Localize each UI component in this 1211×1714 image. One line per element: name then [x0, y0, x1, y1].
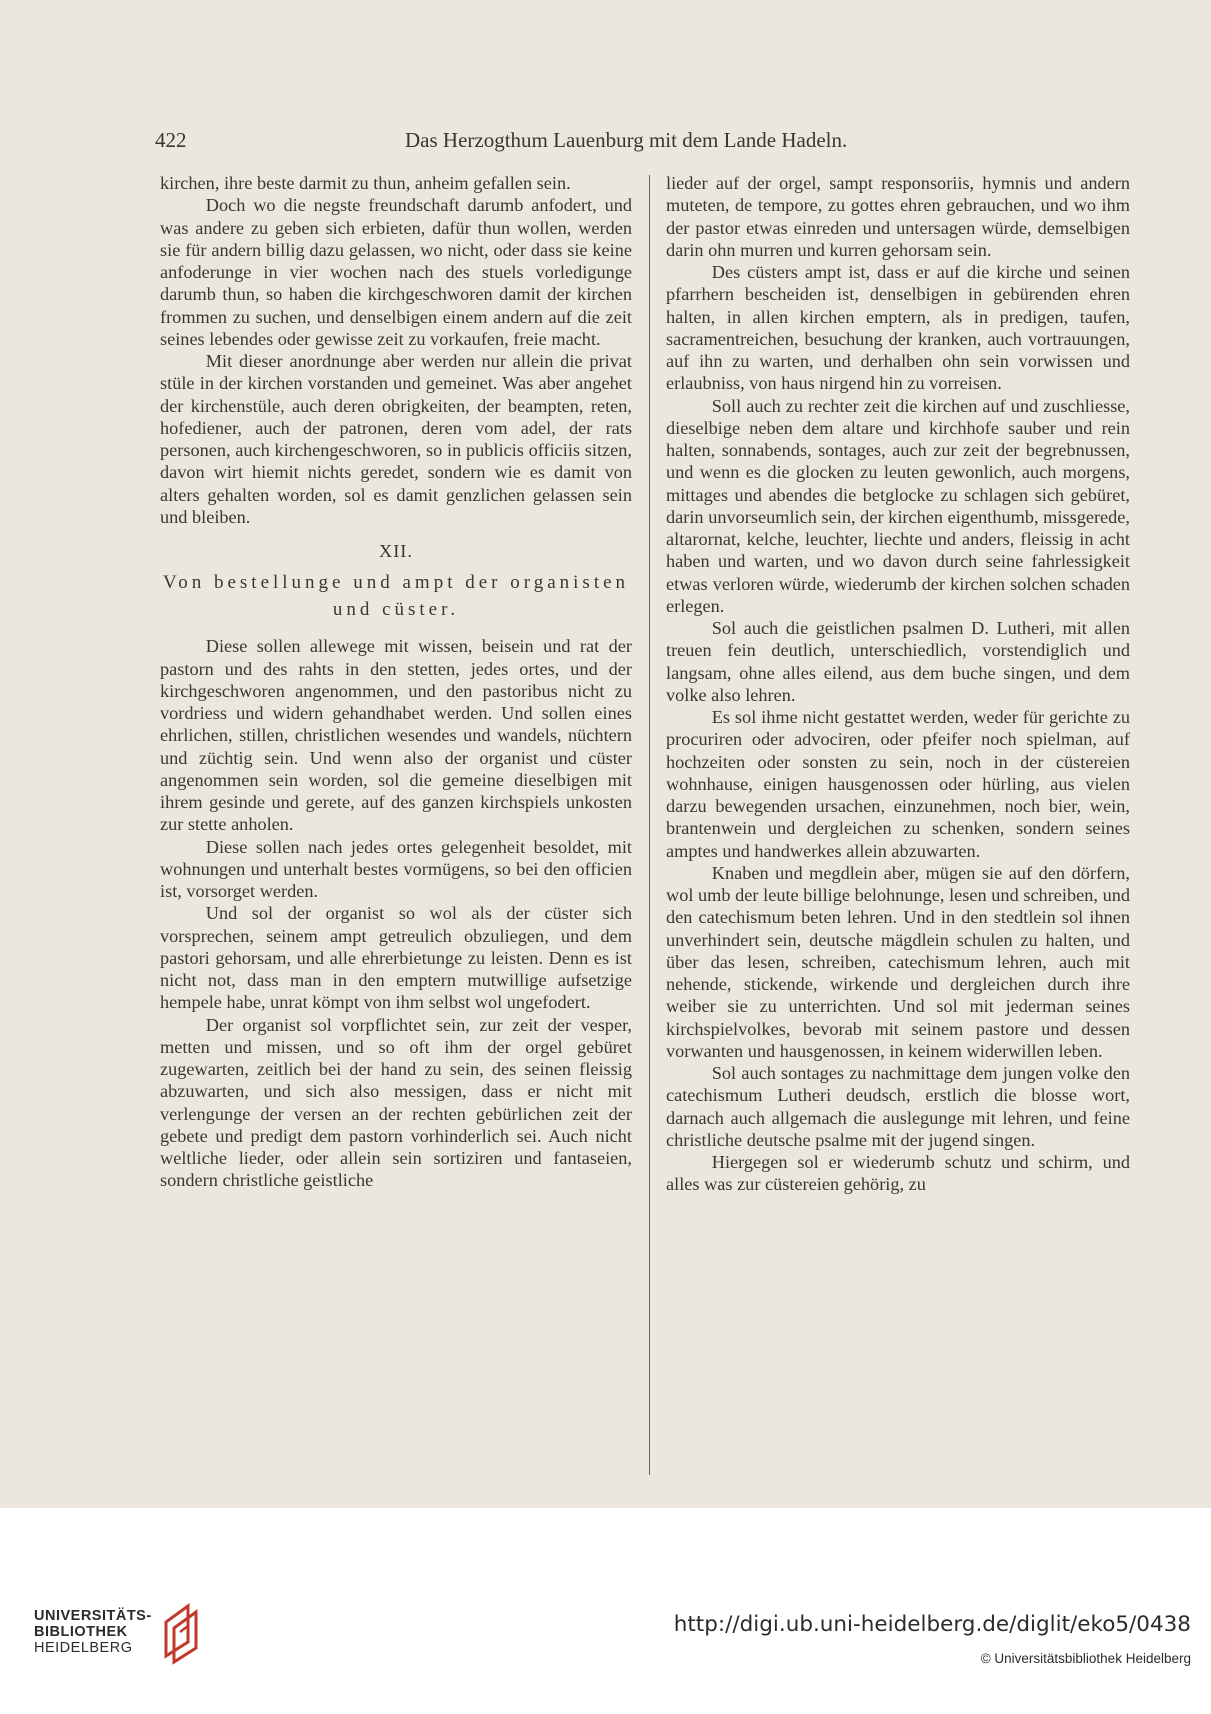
left-paragraph-6: Und sol der organist so wol als der cüster sich vorsprechen, seinem ampt getreulich obzuliegen, und dem pastori gehorsam, und alle ehrerbietunge zu leisten. Denn es ist nicht not, dass man in den emptern mutwillige aufsetzige hempele habe, unrat kömpt von ihm selbst wol ungefodert.: [160, 903, 632, 1013]
copyright-notice: © Universitätsbibliothek Heidelberg: [980, 1651, 1191, 1666]
logo-line-2: BIBLIOTHEK: [34, 1624, 128, 1640]
section-number: XII.: [379, 541, 413, 561]
running-title: Das Herzogthum Lauenburg mit dem Lande Hadeln.: [405, 128, 848, 152]
page-number: 422: [155, 128, 187, 152]
right-paragraph-1: lieder auf der orgel, sampt responsoriis, hymnis und andern muteten, de tempore, zu gottes ehren gebrauchen, und wo ihm der pastor etwas einreden und untersagen würde, demselbigen darin ohn murren und kurren gehorsam sein.: [666, 173, 1130, 260]
right-paragraph-3: Soll auch zu rechter zeit die kirchen auf und zuschliesse, dieselbige neben dem altare und kirchhofe sauber und rein halten, sonnabends, sontages, auch zur zeit der begrebnussen, und wenn es die glocken zu leuten gewonlich, auch morgens, mittages und abendes die betglocke zu schlagen sich gebüret, darin unvorseumlich sein, der kirchen eigenthumb, missgerede, altarornat, kelche, leuchter, liechte und anders, fleissig in acht haben und warten, und wo davon durch seine fahrlessigkeit etwas verloren würde, wiederumb der kirchen solchen schaden erlegen.: [666, 395, 1130, 616]
library-logo[interactable]: [34, 1608, 184, 1668]
left-paragraph-4: Diese sollen allewege mit wissen, beisein und rat der pastorn und des rahts in den stetten, jedes ortes, und der kirchgeschworen angenommen, und den pastoribus nicht zu vordriess und widern gehandhabet werden. Und sollen eines ehrlichen, stillen, christlichen wesendes und wandels, nüchtern und züchtig sein. Und wenn also der organist und cüster angenommen sein worden, sol die gemeine dieselbigen mit ihrem gesinde und gerete, auf des ganzen kirchspiels unkosten zur stette anholen.: [160, 636, 632, 835]
left-paragraph-7: Der organist sol vorpflichtet sein, zur zeit der vesper, metten und missen, und so oft ihm der orgel gebüret zugewarten, zeitlich bei der hand zu sein, des seinen fleissig abzuwarten, und sich also messigen, dass er nicht mit verlengunge der versen an der rechten gebürlichen zeit der gebete und predigt dem pastorn vorhinderlich sei. Auch nicht weltliche lieder, oder allein sein sortiziren und fantaseien, sondern christliche geistliche: [160, 1014, 632, 1191]
footer: [0, 1508, 1211, 1714]
right-paragraph-7: Sol auch sontages zu nachmittage dem jungen volke den catechismum Lutheri deudsch, erstlich die blosse wort, darnach auch allgemach die auslegunge mit lehren, und feine christliche deutsche psalme mit der jugend singen.: [666, 1063, 1130, 1150]
logo-line-3: HEIDELBERG: [34, 1640, 133, 1656]
left-paragraph-5: Diese sollen nach jedes ortes gelegenheit besoldet, mit wohnungen und unterhalt bestes vormügens, so bei den officien ist, vorsorget werden.: [160, 836, 632, 901]
right-paragraph-8: Hiergegen sol er wiederumb schutz und schirm, und alles was zur cüstereien gehörig, zu: [666, 1152, 1130, 1195]
left-column: [160, 172, 632, 1192]
left-paragraph-3: Mit dieser anordnunge aber werden nur allein die privat stüle in der kirchen vorstanden und gemeinet. Was aber angehet der kirchenstüle, auch deren obrigkeiten, der beampten, reten, hofediener, auch der patronen, deren vom adel, der rats personen, auch kirchengeschworen, so in publicis officiis sitzen, davon wirt hiemit nichts geredet, sondern wie es damit von alters gehalten worden, sol es damit genzlichen gelassen sein und bleiben.: [160, 351, 632, 527]
logo-text: [34, 1608, 152, 1656]
right-paragraph-4: Sol auch die geistlichen psalmen D. Lutheri, mit allen treuen fein deutlich, unterschiedlich, vorstendiglich und langsam, ohne alles eilend, aus dem buche singen, und dem volke also lehren.: [666, 618, 1130, 705]
right-paragraph-2: Des cüsters ampt ist, dass er auf die kirche und seinen pfarrhern bescheiden ist, denselbigen in gebürenden ehren halten, in allen kirchen emptern, als in predigen, taufen, sacramentreichen, besuchung der kranken, auch vortrauungen, auf ihn zu warten, und derhalben ohn sein vorwissen und erlaubniss, von haus nirgend hin zu vorreisen.: [666, 262, 1130, 394]
left-paragraph-2: Doch wo die negste freundschaft darumb anfodert, und was andere zu geben sich erbieten, dafür thun wollen, werden sie für andern billig dazu gelassen, wo nicht, oder dass sie keine anfoderunge in vier wochen nach des stuels vorledigunge darumb thun, so haben die kirchgeschworen damit der kirchen frommen zu suchen, und denselbigen einem andern auf die zeit seines lebendes oder gewisse zeit zu vorkaufen, freie macht.: [160, 195, 632, 349]
section-title: Von bestellunge und ampt der organisten und cüster.: [162, 572, 630, 621]
logo-line-1: UNIVERSITÄTS-: [34, 1608, 152, 1624]
column-divider: [649, 175, 650, 1475]
right-paragraph-6: Knaben und megdlein aber, mügen sie auf den dörfern, wol umb der leute billige belohnunge, lesen und schreiben, und den catechismum beten lehren. Und in den stedtlein sol ihnen unverhindert sein, deutsche mägdlein schulen zu halten, und über das lesen, schreiben, catechismum lehren, auch mit nehende, stickende, wirkende und dergleichen durch ihre weiber sie zu unterrichten. Und sol mit jederman seines kirchspielvolkes, bevorab mit seinem pastore und dessen vorwanten und hausgenossen, in keinem widerwillen leben.: [666, 862, 1130, 1061]
right-column: [666, 172, 1130, 1196]
left-paragraph-1: kirchen, ihre beste darmit zu thun, anheim gefallen sein.: [160, 173, 571, 193]
library-emblem-icon: [158, 1602, 202, 1666]
right-paragraph-5: Es sol ihme nicht gestattet werden, weder für gerichte zu procuriren oder advociren, oder pfeifer noch spielman, auf hochzeiten oder sonsten zu sein, noch in der cüstereien wohnhause, einigen hausgenossen oder hürling, aus vielen darzu bewegenden ursachen, einzunehmen, noch bier, wein, brantenwein und dergleichen zu schenken, sondern seines amptes und handwerkes allein abzuwarten.: [666, 707, 1130, 861]
permalink-url[interactable]: http://digi.ub.uni-heidelberg.de/diglit/eko5/0438: [673, 1612, 1191, 1637]
running-head: [155, 128, 1125, 158]
